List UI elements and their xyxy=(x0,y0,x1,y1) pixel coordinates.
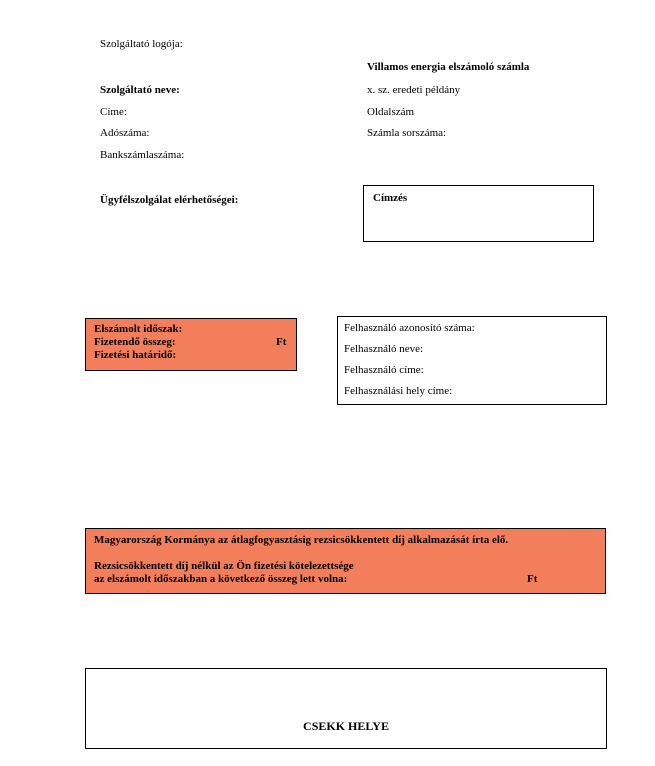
notice-line-3: az elszámolt időszakban a következő összeg lett volna: xyxy=(94,573,348,585)
cheque-area xyxy=(85,668,607,749)
invoice-copy-label: x. sz. eredeti példány xyxy=(367,84,461,96)
amount-unit: Ft xyxy=(276,336,287,348)
provider-name-label: Szolgáltató neve: xyxy=(100,84,180,96)
provider-tax-label: Adószáma: xyxy=(100,127,150,139)
period-label: Elszámolt időszak: xyxy=(94,323,183,335)
invoice-title: Villamos energia elszámoló számla xyxy=(367,61,530,73)
addressee-label: Címzés xyxy=(373,192,408,204)
usage-site-label: Felhasználási hely címe: xyxy=(344,385,453,397)
provider-address-label: Címe: xyxy=(100,106,127,118)
payment-summary-box xyxy=(85,318,297,371)
cheque-label: CSEKK HELYE xyxy=(303,719,389,733)
notice-unit: Ft xyxy=(527,573,538,585)
user-id-label: Felhasználó azonosító száma: xyxy=(344,322,475,334)
notice-line-2: Rezsicsökkentett díj nélkül az Ön fizetési kötelezettsége xyxy=(94,560,354,572)
user-name-label: Felhasználó neve: xyxy=(344,343,424,355)
amount-label: Fizetendő összeg: xyxy=(94,336,176,348)
customer-service-label: Ügyfélszolgálat elérhetőségei: xyxy=(100,194,239,206)
government-notice-box xyxy=(85,528,606,594)
invoice-serial-label: Számla sorszáma: xyxy=(367,127,447,139)
due-date-label: Fizetési határidő: xyxy=(94,349,177,361)
addressee-box xyxy=(363,185,594,242)
notice-line-1: Magyarország Kormánya az átlagfogyasztásig rezsicsökkentett díj alkalmazását írta elő. xyxy=(94,534,509,546)
user-info-box xyxy=(337,316,607,405)
provider-logo-label: Szolgáltató logója: xyxy=(100,38,183,50)
invoice-page-label: Oldalszám xyxy=(367,106,415,118)
provider-bank-label: Bankszámlaszáma: xyxy=(100,149,185,161)
user-address-label: Felhasználó címe: xyxy=(344,364,424,376)
